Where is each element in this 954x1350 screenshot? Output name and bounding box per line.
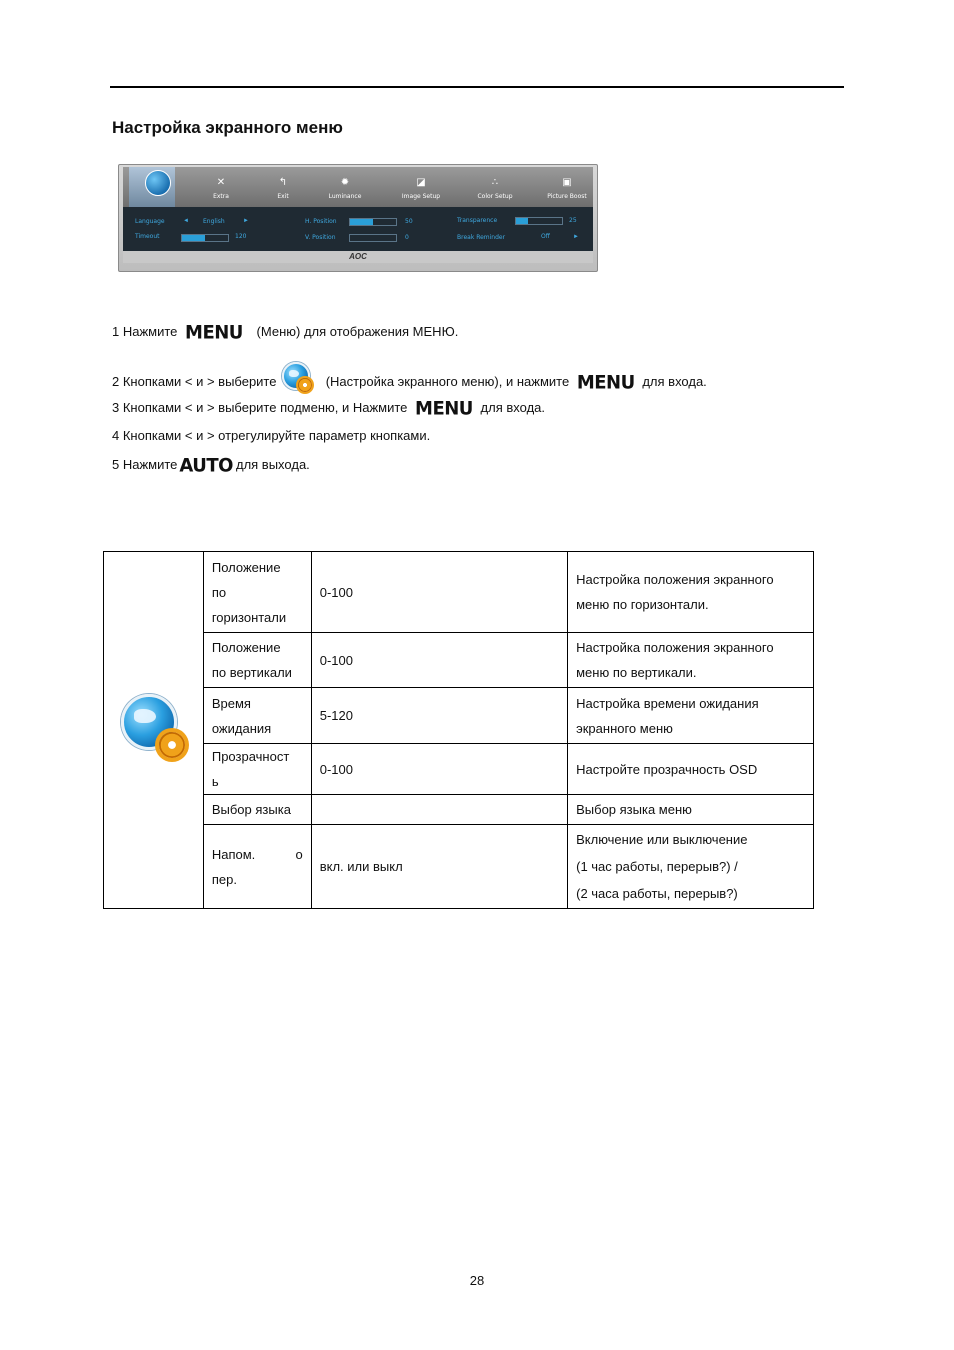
osd-selected-tab bbox=[129, 167, 175, 207]
osd-break-label: Break Reminder bbox=[457, 234, 506, 241]
setting-name-word: о bbox=[295, 846, 303, 862]
osd-tab-color-setup: Color Setup bbox=[477, 193, 513, 200]
osd-tab-image-setup: Image Setup bbox=[401, 193, 441, 200]
left-arrow-icon: ◄ bbox=[183, 218, 189, 224]
setting-description bbox=[568, 688, 814, 744]
osd-timeout-value: 120 bbox=[235, 233, 247, 240]
page-number: 28 bbox=[469, 1273, 485, 1288]
osd-transparence-fill bbox=[516, 218, 528, 224]
table-row bbox=[104, 633, 814, 688]
table-icon-cell bbox=[104, 552, 204, 909]
setting-range: 0-100 bbox=[311, 633, 567, 688]
step-3-text-end: для входа. bbox=[480, 400, 546, 415]
osd-transparence-label: Transparence bbox=[457, 217, 498, 224]
table-row bbox=[104, 688, 814, 744]
osd-hpos-label: H. Position bbox=[305, 218, 337, 225]
setting-description bbox=[568, 744, 814, 795]
color-setup-icon: ∴ bbox=[491, 177, 499, 188]
step-2 bbox=[112, 362, 707, 393]
setting-name bbox=[203, 688, 311, 744]
setting-range: вкл. или выкл bbox=[311, 825, 567, 909]
step-4: 4 Кнопками < и > отрегулируйте параметр кнопками. bbox=[112, 428, 431, 443]
osd-timeout-label: Timeout bbox=[135, 233, 160, 240]
setting-name bbox=[203, 552, 311, 633]
step-1-text-end: (Меню) для отображения МЕНЮ. bbox=[256, 324, 459, 339]
setting-name-line: Положение bbox=[211, 559, 281, 575]
setting-name bbox=[203, 744, 311, 795]
step-5 bbox=[112, 455, 310, 476]
setting-name-line: по вертикали bbox=[211, 665, 292, 680]
setting-description bbox=[568, 825, 814, 909]
osd-vpos-bar bbox=[349, 234, 397, 242]
osd-screenshot bbox=[118, 164, 598, 272]
setting-name bbox=[203, 825, 311, 909]
step-3-text: 3 Кнопками < и > выберите подменю, и Нажмите bbox=[112, 400, 408, 415]
osd-timeout-fill bbox=[182, 235, 205, 241]
osd-hpos-value: 50 bbox=[405, 218, 413, 225]
setting-description-line: экранного меню bbox=[576, 720, 673, 736]
osd-hpos-fill bbox=[350, 219, 373, 225]
setting-description-line: (2 часа работы, перерыв?) bbox=[576, 886, 738, 901]
osd-language-value: English bbox=[203, 218, 225, 225]
setting-name-line: ожидания bbox=[211, 720, 272, 736]
setting-name-line: Время bbox=[211, 695, 251, 711]
osd-settings-table bbox=[103, 551, 814, 909]
setting-name-line bbox=[212, 842, 303, 867]
osd-logo: AOC bbox=[123, 251, 593, 263]
luminance-icon: ✹ bbox=[340, 177, 350, 188]
setting-description-line: меню по вертикали. bbox=[576, 665, 697, 680]
setting-description-line: Включение или выключение bbox=[576, 832, 748, 847]
setting-description-line: Настройка времени ожидания bbox=[576, 695, 759, 711]
setting-name bbox=[203, 633, 311, 688]
osd-language-label: Language bbox=[135, 218, 165, 225]
setting-name-line: Прозрачност bbox=[211, 749, 290, 764]
step-5-text-end: для выхода. bbox=[235, 457, 310, 472]
osd-vpos-value: 0 bbox=[405, 234, 409, 241]
setting-range bbox=[311, 795, 567, 825]
setting-range: 0-100 bbox=[311, 552, 567, 633]
setting-range: 0-100 bbox=[311, 744, 567, 795]
setting-description-line: Настройте прозрачность OSD bbox=[576, 761, 758, 777]
menu-key-icon: MENU bbox=[415, 397, 473, 420]
exit-icon: ↰ bbox=[278, 177, 288, 188]
setting-description-line: Настройка положения экранного bbox=[576, 572, 774, 587]
setting-description-line: Настройка положения экранного bbox=[576, 640, 774, 655]
setting-name-line: Положение bbox=[211, 640, 281, 655]
osd-tab-picture-boost: Picture Boost bbox=[547, 193, 587, 200]
osd-transparence-value: 25 bbox=[569, 217, 577, 224]
step-3 bbox=[112, 398, 545, 419]
step-5-text: 5 Нажмите bbox=[112, 457, 178, 472]
setting-description-line: Выбор языка меню bbox=[576, 802, 692, 817]
setting-name bbox=[203, 795, 311, 825]
osd-panel bbox=[123, 167, 593, 263]
table-row bbox=[104, 825, 814, 909]
setting-name-line: пер. bbox=[211, 871, 237, 887]
setting-description-line: (1 час работы, перерыв?) / bbox=[576, 859, 738, 874]
table-row bbox=[104, 795, 814, 825]
step-1 bbox=[112, 322, 458, 343]
table-row bbox=[104, 744, 814, 795]
setting-name-line: Выбор языка bbox=[211, 802, 291, 817]
menu-key-icon: MENU bbox=[576, 371, 635, 394]
step-1-text: 1 Нажмите bbox=[112, 324, 178, 339]
picture-boost-icon: ▣ bbox=[562, 177, 572, 188]
setting-name-line: по bbox=[211, 584, 227, 600]
osd-break-value: Off bbox=[541, 233, 550, 240]
step-2-text: 2 Кнопками < и > выберите bbox=[112, 374, 277, 389]
setting-name-line: горизонтали bbox=[211, 609, 287, 625]
step-2-text-mid: (Настройка экранного меню), и нажмите bbox=[325, 374, 570, 389]
osd-tab-bar bbox=[123, 167, 593, 207]
gear-icon bbox=[159, 732, 185, 758]
extra-icon: ✕ bbox=[216, 177, 226, 188]
setting-range: 5-120 bbox=[311, 688, 567, 744]
setting-name-word: Напом. bbox=[211, 846, 256, 862]
osd-tab-extra: Extra bbox=[213, 193, 229, 200]
osd-setup-icon bbox=[121, 694, 185, 758]
setting-description bbox=[568, 552, 814, 633]
osd-vpos-label: V. Position bbox=[305, 234, 336, 241]
menu-key-icon: MENU bbox=[185, 321, 243, 344]
step-2-text-end: для входа. bbox=[642, 374, 707, 389]
osd-transparence-bar bbox=[515, 217, 563, 225]
osd-tab-exit: Exit bbox=[277, 193, 289, 200]
osd-timeout-bar bbox=[181, 234, 229, 242]
setting-description bbox=[568, 795, 814, 825]
image-setup-icon: ◪ bbox=[416, 177, 426, 188]
setting-name-line: ь bbox=[211, 774, 219, 789]
gear-icon bbox=[298, 378, 312, 392]
setting-description-line: меню по горизонтали. bbox=[576, 597, 709, 612]
table-row bbox=[104, 552, 814, 633]
osd-setup-icon bbox=[282, 362, 312, 392]
osd-setup-icon bbox=[145, 170, 171, 196]
osd-hpos-bar bbox=[349, 218, 397, 226]
setting-description bbox=[568, 633, 814, 688]
page-heading: Настройка экранного меню bbox=[112, 118, 343, 137]
osd-tab-luminance: Luminance bbox=[328, 193, 362, 200]
top-rule bbox=[110, 86, 844, 88]
right-arrow-icon: ► bbox=[243, 218, 249, 224]
right-arrow-icon: ► bbox=[573, 234, 579, 240]
auto-key-icon: AUTO bbox=[179, 454, 233, 477]
